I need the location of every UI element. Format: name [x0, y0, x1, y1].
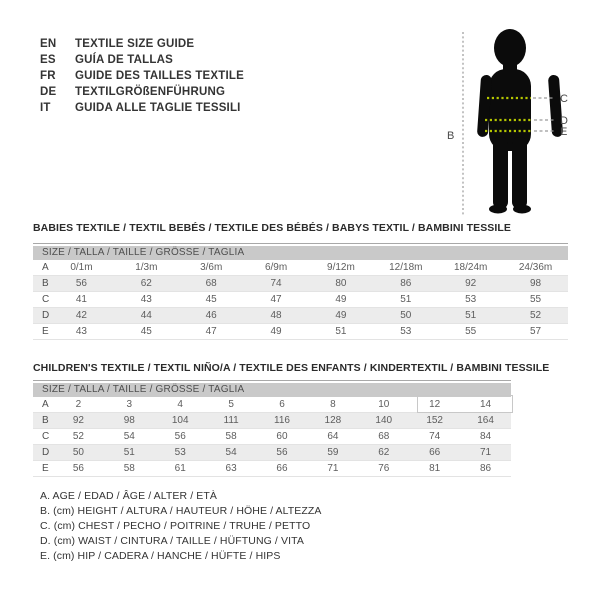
row-label: A: [42, 399, 49, 410]
cell: 1/3m: [135, 262, 158, 273]
cell: 66: [276, 463, 288, 474]
language-title: GUÍA DE TALLAS: [75, 54, 173, 66]
table-row: [33, 413, 511, 429]
cell: 48: [270, 310, 282, 321]
children-table-title: CHILDREN'S TEXTILE / TEXTIL NIÑO/A / TEXTILE DES ENFANTS / KINDERTEXTIL / BAMBINI TESSILE: [33, 362, 550, 374]
cell: 57: [530, 326, 542, 337]
cell: 6/9m: [264, 262, 288, 273]
measurement-legend: [40, 489, 322, 564]
cell: 68: [378, 431, 390, 442]
cell: 56: [72, 463, 84, 474]
cell: 86: [400, 278, 412, 289]
cell: 51: [335, 326, 347, 337]
table-row: [33, 276, 568, 292]
cell: 47: [205, 326, 217, 337]
row-label: B: [42, 415, 49, 426]
cell: 63: [225, 463, 237, 474]
table-row: [33, 308, 568, 324]
row-label: B: [42, 278, 49, 289]
language-title: TEXTILE SIZE GUIDE: [75, 38, 195, 50]
cell: 66: [429, 447, 441, 458]
cell: 49: [335, 294, 347, 305]
cell: 80: [335, 278, 347, 289]
cell: 53: [400, 326, 412, 337]
language-code: EN: [40, 38, 57, 50]
cell: 59: [327, 447, 339, 458]
cell: 74: [429, 431, 441, 442]
size-header-bar: SIZE / TALLA / TAILLE / GRÖSSE / TAGLIA: [33, 383, 511, 397]
cell: 42: [75, 310, 87, 321]
cell: 54: [123, 431, 135, 442]
cell: 18/24m: [454, 262, 488, 273]
language-code: ES: [40, 54, 56, 66]
language-title: GUIDE DES TAILLES TEXTILE: [75, 70, 244, 82]
cell: 53: [465, 294, 477, 305]
cell: 74: [270, 278, 282, 289]
cell: 56: [174, 431, 186, 442]
cell: 62: [140, 278, 152, 289]
row-label: A: [42, 262, 49, 273]
cell: 51: [465, 310, 477, 321]
cell: 58: [225, 431, 237, 442]
cell: 45: [140, 326, 152, 337]
language-title-list: [40, 36, 244, 116]
cell: 24/36m: [518, 262, 553, 273]
child-silhouette: [477, 29, 563, 214]
cell: 50: [72, 447, 84, 458]
cell: 12: [429, 399, 441, 410]
cell: 43: [140, 294, 152, 305]
cell: 62: [378, 447, 390, 458]
babies-table: [33, 243, 568, 340]
cell: 71: [479, 447, 492, 458]
cell: 4: [177, 399, 183, 410]
language-row: [40, 84, 244, 100]
table-row: [33, 260, 568, 276]
cell: 47: [270, 294, 282, 305]
cell: 9/12m: [327, 262, 355, 273]
table-row: [33, 429, 511, 445]
cell: 44: [140, 310, 152, 321]
cell: 55: [465, 326, 477, 337]
language-row: [40, 52, 244, 68]
cell: 140: [375, 415, 393, 426]
cell: 2: [75, 399, 82, 410]
language-title: TEXTILGRÖßENFÜHRUNG: [75, 86, 226, 98]
height-label: B: [447, 130, 455, 142]
cell: 92: [465, 278, 477, 289]
language-row: [40, 100, 244, 116]
cell: 164: [477, 415, 494, 426]
cell: 8: [330, 399, 336, 410]
cell: 60: [276, 431, 288, 442]
cell: 92: [72, 415, 84, 426]
cell: 54: [225, 447, 237, 458]
cell: 49: [335, 310, 347, 321]
cell: 61: [174, 463, 186, 474]
cell: 12/18m: [389, 262, 423, 273]
cell: 10: [378, 399, 390, 410]
cell: 3: [126, 399, 133, 410]
cell: 86: [479, 463, 492, 474]
language-row: [40, 36, 244, 52]
table-top-border: [33, 380, 511, 381]
cell: 84: [479, 431, 492, 442]
cell: 43: [75, 326, 87, 337]
language-title: GUIDA ALLE TAGLIE TESSILI: [75, 102, 241, 114]
cell: 152: [426, 415, 443, 426]
cell: 51: [123, 447, 135, 458]
cell: 111: [223, 415, 239, 426]
row-label: C: [42, 294, 50, 305]
size-header-bar: SIZE / TALLA / TAILLE / GRÖSSE / TAGLIA: [33, 246, 568, 260]
cell: 68: [205, 278, 217, 289]
cell: 56: [276, 447, 288, 458]
table-row: [33, 324, 568, 340]
cell: 49: [270, 326, 282, 337]
waist-label: D: [560, 115, 568, 127]
cell: 3/6m: [200, 262, 223, 273]
cell: 51: [400, 294, 412, 305]
table-top-border: [33, 243, 568, 244]
cell: 128: [324, 415, 342, 426]
cell: 6: [279, 399, 285, 410]
cell: 64: [327, 431, 339, 442]
table-row: [33, 461, 511, 477]
legend-chest: C. (cm) CHEST / PECHO / POITRINE / TRUHE / PETTO: [40, 520, 311, 532]
chest-label: C: [560, 93, 568, 105]
cell: 53: [174, 447, 186, 458]
cell: 98: [530, 278, 542, 289]
cell: 55: [530, 294, 542, 305]
hip-label: E: [560, 126, 568, 138]
cell: 0/1m: [70, 262, 93, 273]
legend-hip: E. (cm) HIP / CADERA / HANCHE / HÜFTE / HIPS: [40, 550, 281, 562]
cell: 50: [400, 310, 412, 321]
cell: 71: [327, 463, 339, 474]
language-code: DE: [40, 86, 57, 98]
cell: 5: [228, 399, 234, 410]
language-code: FR: [40, 70, 56, 82]
cell: 45: [205, 294, 217, 305]
cell: 41: [75, 294, 87, 305]
cell: 46: [205, 310, 217, 321]
row-label: E: [42, 326, 49, 337]
cell: 98: [123, 415, 135, 426]
row-label: D: [42, 310, 50, 321]
babies-table-title: BABIES TEXTILE / TEXTIL BEBÉS / TEXTILE DES BÉBÉS / BABYS TEXTIL / BAMBINI TESSILE: [33, 222, 512, 234]
cell: 52: [530, 310, 542, 321]
language-code: IT: [40, 102, 51, 114]
row-label: D: [42, 447, 50, 458]
child-silhouette-figure: [440, 15, 600, 230]
cell: 56: [75, 278, 87, 289]
cell: 58: [123, 463, 135, 474]
legend-age: A. AGE / EDAD / ÂGE / ALTER / ETÀ: [40, 490, 217, 502]
language-row: [40, 68, 244, 84]
cell: 81: [429, 463, 441, 474]
legend-height: B. (cm) HEIGHT / ALTURA / HAUTEUR / HÖHE / ALTEZZA: [40, 505, 322, 517]
row-label: C: [42, 431, 50, 442]
cell: 14: [479, 399, 492, 410]
legend-waist: D. (cm) WAIST / CINTURA / TAILLE / HÜFTUNG / VITA: [40, 535, 304, 547]
row-label: E: [42, 463, 49, 474]
cell: 104: [171, 415, 189, 426]
row-highlight-box: [417, 395, 513, 413]
cell: 116: [274, 415, 290, 426]
table-row: [33, 292, 568, 308]
cell: 76: [378, 463, 390, 474]
table-row: [33, 445, 511, 461]
cell: 52: [72, 431, 84, 442]
